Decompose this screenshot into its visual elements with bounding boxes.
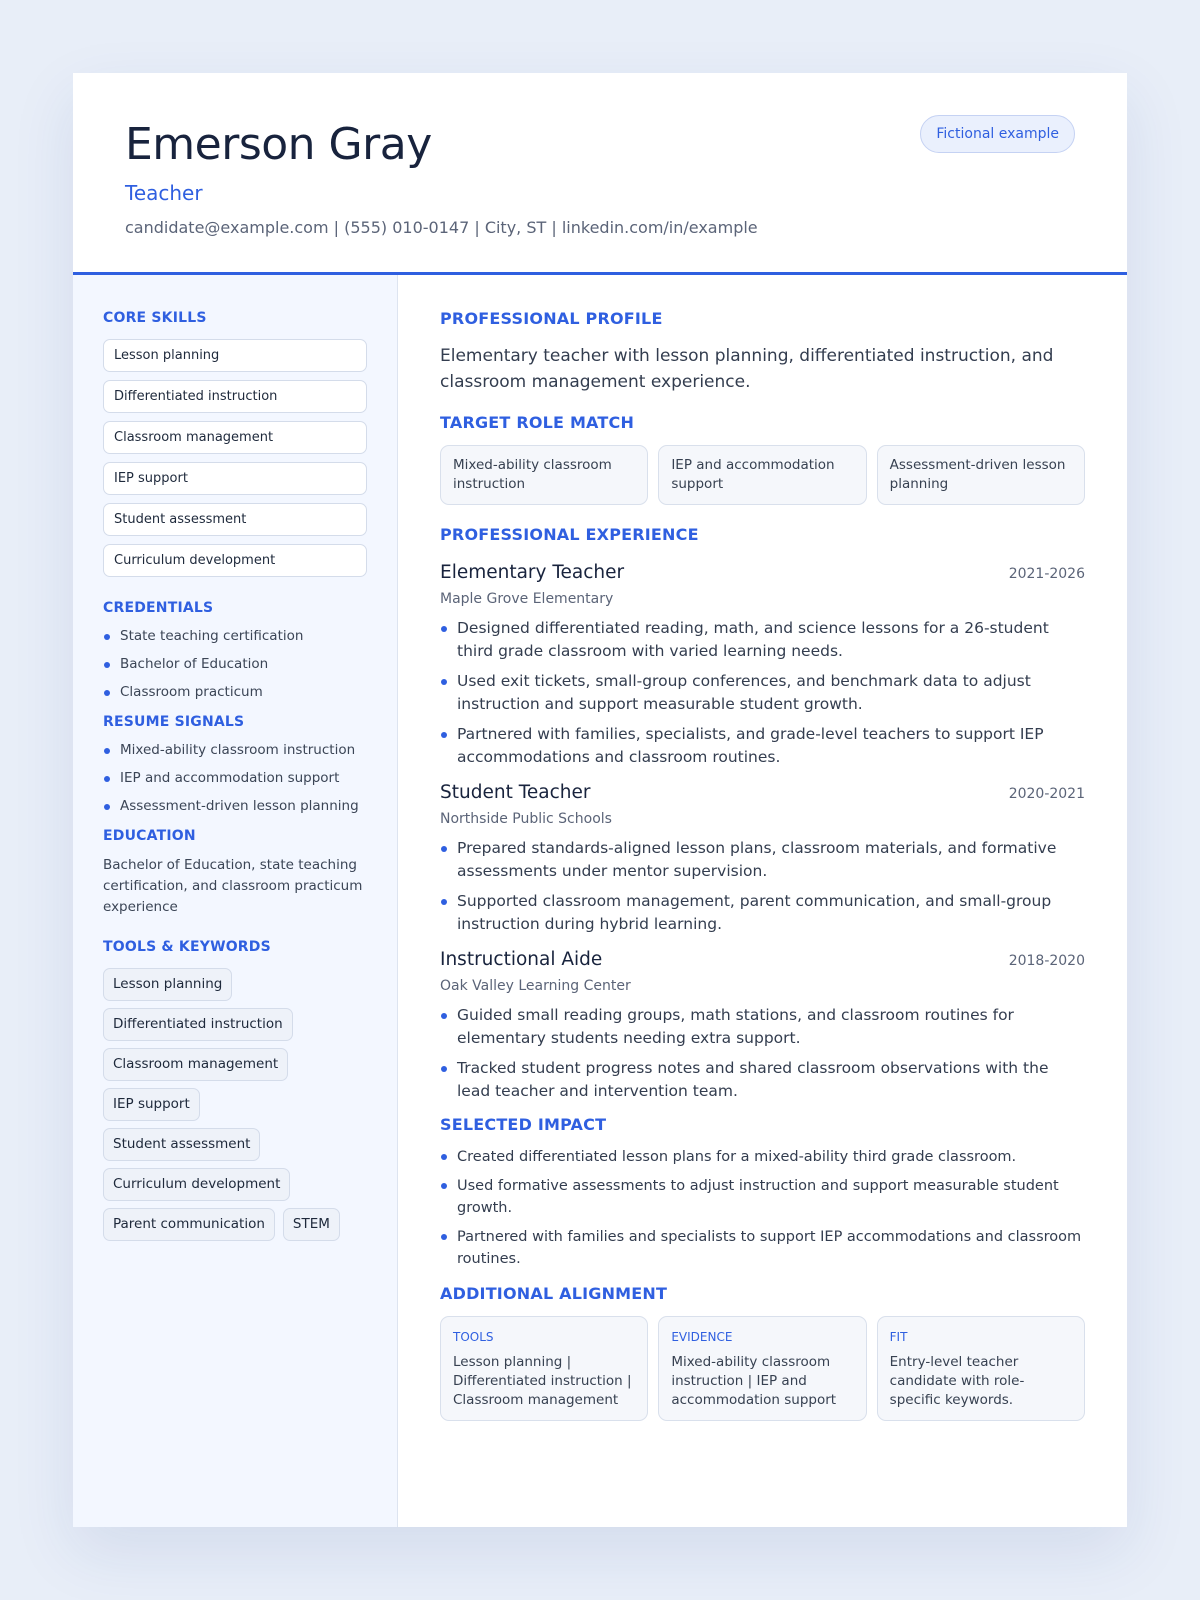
job-bullets xyxy=(440,837,1085,936)
job-bullets xyxy=(440,1004,1085,1103)
alignment-card xyxy=(877,1316,1085,1421)
keyword-tag: Differentiated instruction xyxy=(103,1008,293,1041)
impact-item: Used formative assessments to adjust instruction and support measurable student growth. xyxy=(440,1175,1085,1219)
fictional-example-badge: Fictional example xyxy=(920,115,1075,153)
target-role-section xyxy=(440,413,1085,505)
credentials-heading: CREDENTIALS xyxy=(103,600,214,616)
job-title: Elementary Teacher xyxy=(440,562,625,583)
credentials-list xyxy=(103,627,367,701)
education-heading: EDUCATION xyxy=(103,828,196,844)
target-role-heading: TARGET ROLE MATCH xyxy=(440,413,635,432)
resume-signal-item: Mixed-ability classroom instruction xyxy=(103,741,367,759)
main-column xyxy=(398,275,1127,1527)
experience-section xyxy=(440,525,1085,1103)
credential-item: Bachelor of Education xyxy=(103,655,367,673)
keyword-tag: Lesson planning xyxy=(103,968,232,1001)
target-role-cards xyxy=(440,445,1085,505)
resume-body xyxy=(73,275,1127,1527)
job-title: Instructional Aide xyxy=(440,949,603,970)
contact-line: candidate@example.com | (555) 010-0147 | City, ST | linkedin.com/in/example xyxy=(125,218,758,237)
resume-signal-item: IEP and accommodation support xyxy=(103,769,367,787)
education-section xyxy=(103,827,367,918)
candidate-name: Emerson Gray xyxy=(125,119,432,170)
resume-signal-item: Assessment-driven lesson planning xyxy=(103,797,367,815)
core-skill-item: Student assessment xyxy=(103,503,367,536)
alignment-card-text: Lesson planning | Differentiated instruction | Classroom management xyxy=(453,1354,632,1408)
keyword-tag: Classroom management xyxy=(103,1048,288,1081)
job-dates: 2020-2021 xyxy=(1008,786,1085,802)
job-bullets xyxy=(440,617,1085,769)
impact-heading: SELECTED IMPACT xyxy=(440,1115,607,1134)
alignment-heading: ADDITIONAL ALIGNMENT xyxy=(440,1284,668,1303)
job-header xyxy=(440,948,1085,972)
job-entry xyxy=(440,561,1085,769)
job-bullet: Partnered with families, specialists, and grade-level teachers to support IEP accommodations and classroom routines. xyxy=(440,723,1085,769)
credential-item: Classroom practicum xyxy=(103,683,367,701)
alignment-card-label: FIT xyxy=(889,1330,908,1344)
core-skills-list xyxy=(103,339,367,577)
alignment-card-text: Mixed-ability classroom instruction | IEP and accommodation support xyxy=(671,1354,837,1408)
job-dates: 2018-2020 xyxy=(1008,953,1085,969)
resume-signals-heading: RESUME SIGNALS xyxy=(103,714,245,730)
job-dates: 2021-2026 xyxy=(1008,566,1085,582)
job-bullet: Prepared standards-aligned lesson plans, classroom materials, and formative assessments under mentor supervision. xyxy=(440,837,1085,883)
sidebar xyxy=(73,275,398,1527)
resume-signals-list xyxy=(103,741,367,815)
core-skill-item: Classroom management xyxy=(103,421,367,454)
experience-heading: PROFESSIONAL EXPERIENCE xyxy=(440,525,699,544)
core-skill-item: Differentiated instruction xyxy=(103,380,367,413)
keyword-tags xyxy=(103,968,367,1241)
alignment-card xyxy=(658,1316,866,1421)
keyword-tag: IEP support xyxy=(103,1088,200,1121)
keyword-tag: Student assessment xyxy=(103,1128,260,1161)
credential-item: State teaching certification xyxy=(103,627,367,645)
core-skills-section xyxy=(103,309,367,577)
job-header xyxy=(440,781,1085,805)
keyword-tag: Parent communication xyxy=(103,1208,275,1241)
alignment-section xyxy=(440,1284,1085,1421)
resume-header xyxy=(73,73,1127,275)
target-role-card: Assessment-driven lesson planning xyxy=(877,445,1085,505)
job-entry xyxy=(440,948,1085,1103)
keyword-tag: Curriculum development xyxy=(103,1168,290,1201)
core-skill-item: Lesson planning xyxy=(103,339,367,372)
profile-section xyxy=(440,309,1085,395)
credentials-section xyxy=(103,599,367,701)
impact-item: Partnered with families and specialists to support IEP accommodations and classroom routines. xyxy=(440,1226,1085,1270)
resume-page xyxy=(73,73,1127,1527)
alignment-card-label: TOOLS xyxy=(453,1330,494,1344)
job-bullet: Used exit tickets, small-group conferences, and benchmark data to adjust instruction and support measurable student growth. xyxy=(440,670,1085,716)
job-organization: Maple Grove Elementary xyxy=(440,591,614,607)
job-bullet: Supported classroom management, parent communication, and small-group instruction during hybrid learning. xyxy=(440,890,1085,936)
tools-keywords-heading: TOOLS & KEYWORDS xyxy=(103,939,271,955)
job-entry xyxy=(440,781,1085,936)
profile-text: Elementary teacher with lesson planning, differentiated instruction, and classroom management experience. xyxy=(440,346,1054,392)
core-skill-item: Curriculum development xyxy=(103,544,367,577)
profile-heading: PROFESSIONAL PROFILE xyxy=(440,309,663,328)
job-header xyxy=(440,561,1085,585)
impact-item: Created differentiated lesson plans for a mixed-ability third grade classroom. xyxy=(440,1146,1085,1168)
job-bullet: Designed differentiated reading, math, and science lessons for a 26-student third grade classroom with varied learning needs. xyxy=(440,617,1085,663)
resume-signals-section xyxy=(103,713,367,815)
alignment-card-text: Entry-level teacher candidate with role-specific keywords. xyxy=(889,1354,1025,1408)
candidate-title: Teacher xyxy=(125,181,203,205)
alignment-card-label: EVIDENCE xyxy=(671,1330,733,1344)
target-role-card: IEP and accommodation support xyxy=(658,445,866,505)
job-title: Student Teacher xyxy=(440,782,591,803)
alignment-card xyxy=(440,1316,648,1421)
education-text: Bachelor of Education, state teaching certification, and classroom practicum experience xyxy=(103,857,363,915)
tools-keywords-section xyxy=(103,938,367,1241)
impact-section xyxy=(440,1115,1085,1270)
job-organization: Northside Public Schools xyxy=(440,811,612,827)
job-organization: Oak Valley Learning Center xyxy=(440,978,631,994)
keyword-tag: STEM xyxy=(283,1208,340,1241)
alignment-cards xyxy=(440,1316,1085,1421)
job-bullet: Tracked student progress notes and shared classroom observations with the lead teacher and intervention team. xyxy=(440,1057,1085,1103)
core-skills-heading: CORE SKILLS xyxy=(103,310,207,326)
target-role-card: Mixed-ability classroom instruction xyxy=(440,445,648,505)
impact-list xyxy=(440,1146,1085,1270)
job-bullet: Guided small reading groups, math stations, and classroom routines for elementary students needing extra support. xyxy=(440,1004,1085,1050)
core-skill-item: IEP support xyxy=(103,462,367,495)
